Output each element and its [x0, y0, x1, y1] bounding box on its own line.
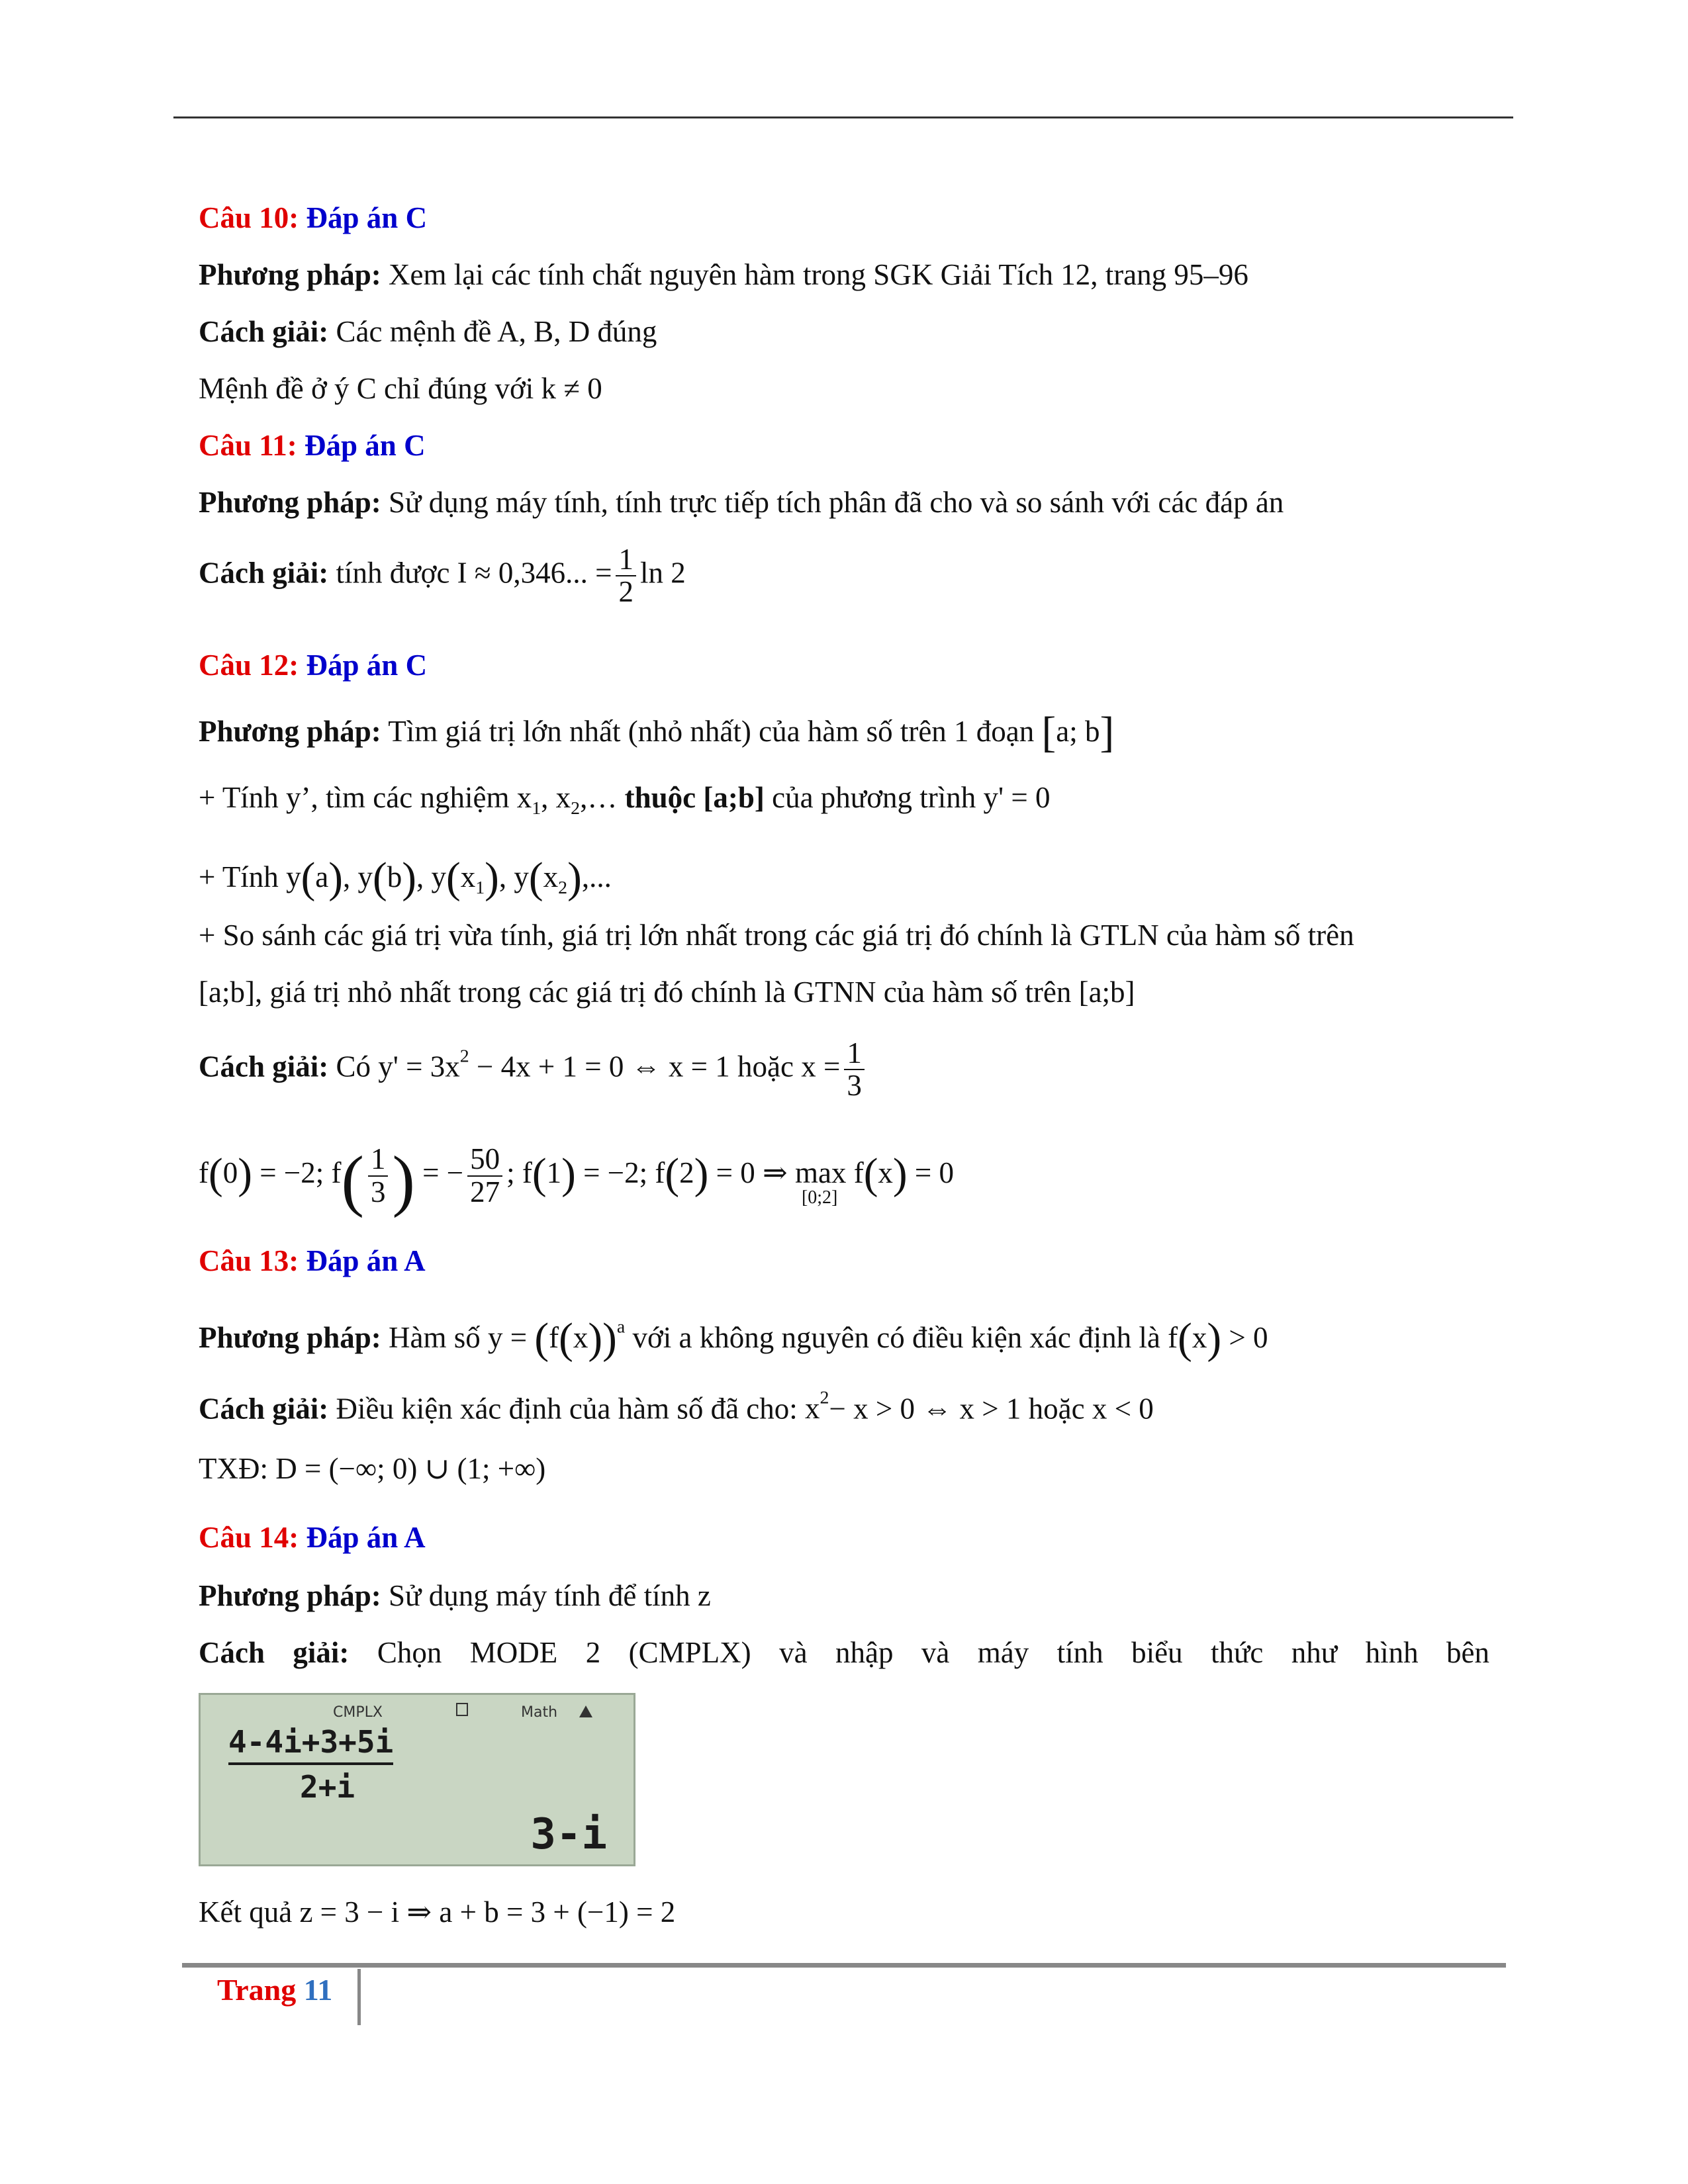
q14-heading: Câu 14: Đáp án A	[199, 1521, 426, 1554]
calc-mode-indicator: CMPLX	[333, 1704, 383, 1721]
q12-step2: + Tính y(a), y(b), $y(x_1)$, $y(x_2)$,...	[199, 854, 612, 902]
q12-solution: Cách giải: Có $y' = 3x^2 - 4x + 1 = 0$ ⇔ x = 1 hoặc x = $\frac{1}{3}$	[199, 1038, 868, 1102]
q10-solution: Cách giải: Các mệnh đề A, B, D đúng	[199, 315, 657, 348]
q12-step3-line2: [a;b], giá trị nhỏ nhất trong các giá trị đó chính là GTNN của hàm số trên [a;b]	[199, 976, 1135, 1009]
q12-method: Phương pháp: Tìm giá trị lớn nhất (nhỏ nhất) của hàm số trên 1 đoạn [a; b]	[199, 709, 1115, 756]
q10-note: Mệnh đề ở ý C chỉ đúng với k ≠ 0	[199, 372, 602, 405]
q12-max: max [0;2]	[794, 1156, 847, 1208]
q12-step1: + Tính y’, tìm các nghiệm $x_1$, $x_2,\dots$ thuộc [a;b] của phương trình y' = 0	[199, 781, 1051, 819]
calc-numerator: 4-4i+3+5i	[228, 1724, 393, 1765]
q14-result: Kết quả z = 3 − i ⇒ a + b = 3 + (−1) = 2	[199, 1895, 676, 1929]
footer-rule	[182, 1963, 1506, 1968]
q12-heading: Câu 12: Đáp án C	[199, 649, 428, 682]
q11-heading: Câu 11: Đáp án C	[199, 429, 426, 462]
calculator-screenshot	[199, 1693, 635, 1866]
q11-solution: Cách giải: tính được I ≈ 0,346... = $\frac{1}{2}$ ln 2	[199, 543, 686, 609]
calc-denominator: 2+i	[300, 1769, 355, 1805]
q13-method: Phương pháp: Hàm số $y = (f(x))^a$ với a không nguyên có điều kiện xác định là f(x) > 0	[199, 1315, 1268, 1363]
page-footer: Trang 11	[217, 1973, 333, 2007]
q13-heading: Câu 13: Đáp án A	[199, 1244, 426, 1277]
q12-values: f(0) = −2; f( $\frac{1}{3}$ ) = − $\frac{50}{27}$ ; f(1) = −2; f(2) = 0 ⇒ max [0;2] f(x) = 0	[199, 1142, 955, 1218]
footer-divider	[357, 1969, 361, 2025]
q10-method: Phương pháp: Xem lại các tính chất nguyên hàm trong SGK Giải Tích 12, trang 95–96	[199, 258, 1248, 291]
q12-f-value-fraction: $\frac{50}{27}$	[467, 1144, 502, 1208]
q10-heading: Câu 10: Đáp án C	[199, 201, 428, 234]
q12-f-arg-fraction: $\frac{1}{3}$	[368, 1144, 389, 1208]
q12-step3-line1: + So sánh các giá trị vừa tính, giá trị lớn nhất trong các giá trị đó chính là GTLN của hàm số trên	[199, 919, 1354, 952]
q14-solution: Cách giải: Chọn MODE 2 (CMPLX) và nhập và máy tính biểu thức như hình bên	[199, 1636, 1489, 1669]
q13-solution: Cách giải: Điều kiện xác định của hàm số đã cho: $x^2- x > 0$ ⇔ x > 1 hoặc x < 0	[199, 1388, 1154, 1426]
q13-domain: TXĐ: D = (−∞; 0) ∪ (1; +∞)	[199, 1452, 546, 1485]
calc-math-indicator: Math	[521, 1704, 558, 1721]
q11-method: Phương pháp: Sử dụng máy tính, tính trực tiếp tích phân đã cho và so sánh với các đáp án	[199, 486, 1284, 519]
header-rule	[173, 116, 1513, 118]
q11-fraction: $\frac{1}{2}$	[616, 544, 636, 608]
calc-result: 3-i	[530, 1810, 607, 1859]
q12-root-fraction: $\frac{1}{3}$	[844, 1038, 865, 1102]
calc-up-arrow-icon	[579, 1706, 592, 1717]
q14-method: Phương pháp: Sử dụng máy tính để tính z	[199, 1579, 711, 1612]
calc-status-icon	[456, 1703, 468, 1716]
